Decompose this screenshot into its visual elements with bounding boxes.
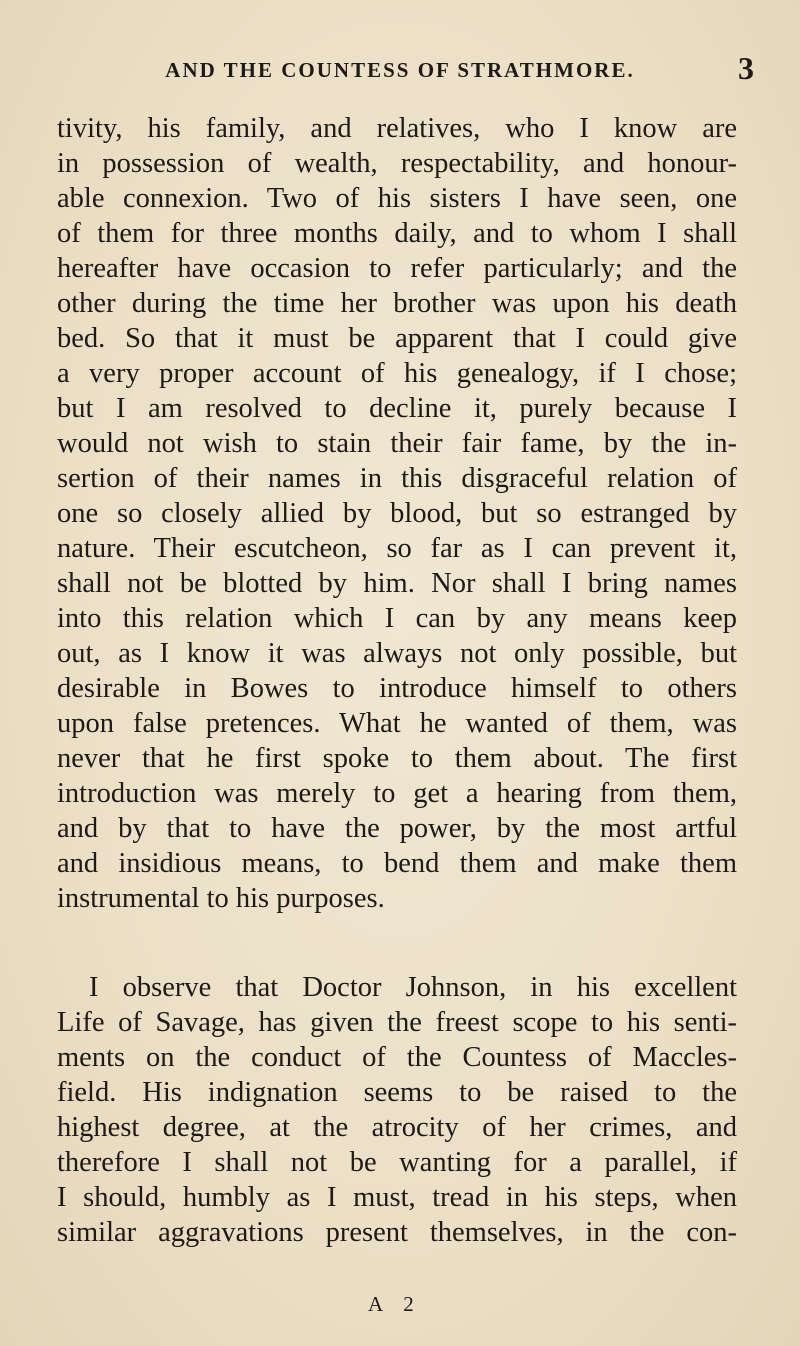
text-line: of them for three months daily, and to whom I shall — [57, 218, 737, 249]
text-line: I observe that Doctor Johnson, in his excellent — [89, 972, 737, 1003]
text-line: upon false pretences. What he wanted of them, was — [57, 708, 737, 739]
text-line: ments on the conduct of the Countess of Maccles- — [57, 1042, 737, 1073]
text-line: therefore I shall not be wanting for a parallel, if — [57, 1147, 737, 1178]
text-line: Life of Savage, has given the freest scope to his senti- — [57, 1007, 737, 1038]
text-line: and insidious means, to bend them and make them — [57, 848, 737, 879]
text-line: out, as I know it was always not only possible, but — [57, 638, 737, 669]
text-line: in possession of wealth, respectability, and honour- — [57, 148, 737, 179]
text-line: other during the time her brother was upon his death — [57, 288, 737, 319]
text-line: desirable in Bowes to introduce himself to others — [57, 673, 737, 704]
text-line: but I am resolved to decline it, purely because I — [57, 393, 737, 424]
running-head: AND THE COUNTESS OF STRATHMORE. — [165, 58, 635, 82]
text-line: bed. So that it must be apparent that I could give — [57, 323, 737, 354]
text-line: never that he first spoke to them about. The first — [57, 743, 737, 774]
text-line: similar aggravations present themselves, in the con- — [57, 1217, 737, 1248]
text-line: shall not be blotted by him. Nor shall I bring names — [57, 568, 737, 599]
text-line: field. His indignation seems to be raised to the — [57, 1077, 737, 1108]
text-line: and by that to have the power, by the most artful — [57, 813, 737, 844]
signature-mark: A 2 — [368, 1292, 422, 1316]
text-line: into this relation which I can by any means keep — [57, 603, 737, 634]
text-line: able connexion. Two of his sisters I have seen, one — [57, 183, 737, 214]
text-line: I should, humbly as I must, tread in his steps, when — [57, 1182, 737, 1213]
text-line: introduction was merely to get a hearing from them, — [57, 778, 737, 809]
text-line: a very proper account of his genealogy, if I chose; — [57, 358, 737, 389]
text-line: nature. Their escutcheon, so far as I can prevent it, — [57, 533, 737, 564]
text-line: hereafter have occasion to refer particularly; and the — [57, 253, 737, 284]
text-line: tivity, his family, and relatives, who I know are — [57, 113, 737, 144]
text-line: would not wish to stain their fair fame, by the in- — [57, 428, 737, 459]
text-line: sertion of their names in this disgraceful relation of — [57, 463, 737, 494]
text-line: highest degree, at the atrocity of her crimes, and — [57, 1112, 737, 1143]
page-number: 3 — [738, 50, 754, 86]
text-line: instrumental to his purposes. — [57, 883, 385, 914]
text-line: one so closely allied by blood, but so estranged by — [57, 498, 737, 529]
